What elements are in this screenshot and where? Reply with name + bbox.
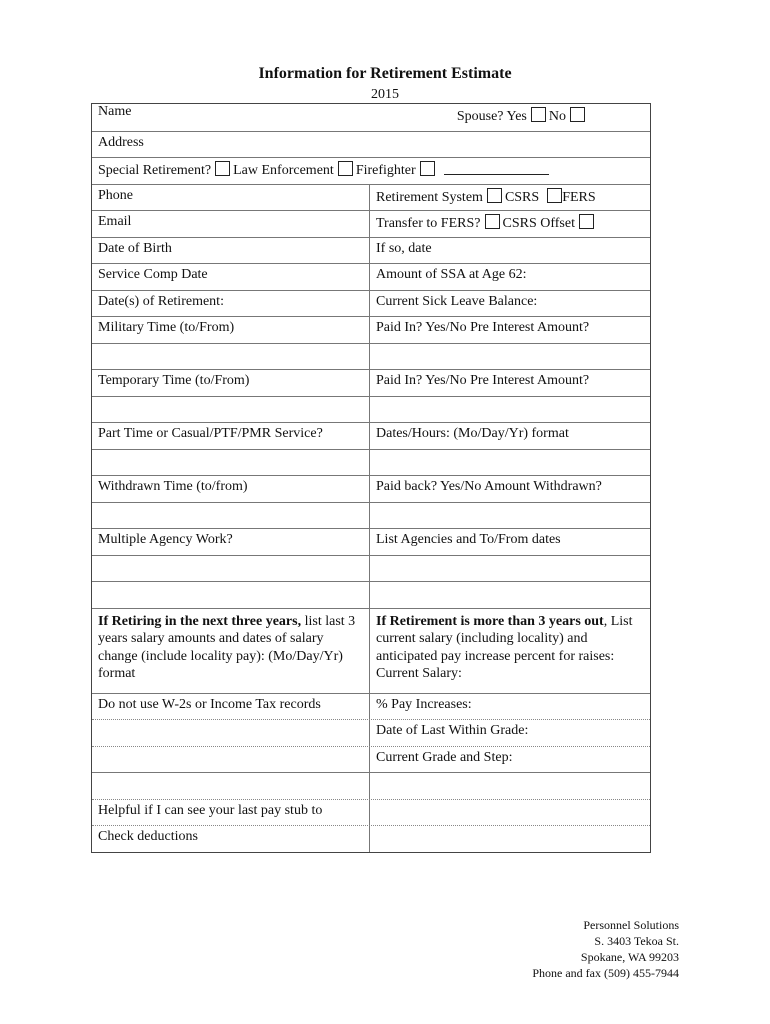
pay-increases-label: % Pay Increases: <box>376 696 472 712</box>
pay-stub-row <box>92 799 650 826</box>
part-time-blank-right[interactable] <box>370 450 650 476</box>
retirement-dates-label: Date(s) of Retirement: <box>92 291 370 317</box>
grade-step-label: Current Grade and Step: <box>376 749 513 765</box>
within-grade-row <box>92 719 650 746</box>
service-comp-row <box>92 263 650 290</box>
address-row <box>92 131 650 158</box>
law-enforcement-checkbox[interactable] <box>338 161 353 176</box>
dob-row <box>92 237 650 264</box>
w2-row <box>92 693 650 720</box>
temporary-blank-row <box>92 396 650 423</box>
email-row <box>92 210 650 237</box>
spouse-label: Spouse? Yes <box>456 109 527 124</box>
special-retirement-row <box>92 157 650 184</box>
csrs-label: CSRS <box>504 189 540 205</box>
agency-blank-right-2[interactable] <box>370 582 650 608</box>
special-retirement-label: Special Retirement? <box>98 163 212 178</box>
w2-note: Do not use W-2s or Income Tax records <box>92 694 370 720</box>
retiring-later-comma: , <box>603 613 608 629</box>
withdrawn-time-label: Withdrawn Time (to/from) <box>92 476 370 502</box>
firefighter-checkbox[interactable] <box>420 161 435 176</box>
salary-blank-right[interactable] <box>370 773 650 799</box>
retirement-form <box>91 103 651 853</box>
part-time-row <box>92 422 650 449</box>
part-time-blank-left[interactable] <box>92 450 370 476</box>
pay-stub-blank-right[interactable] <box>370 800 650 826</box>
sick-leave-label: Current Sick Leave Balance: <box>376 293 538 309</box>
withdrawn-blank-right[interactable] <box>370 503 650 529</box>
military-blank-row <box>92 343 650 370</box>
salary-instructions-row <box>92 608 650 693</box>
transfer-fers-checkbox[interactable] <box>485 214 500 229</box>
retirement-dates-row <box>92 290 650 317</box>
salary-blank-row <box>92 772 650 799</box>
transfer-fers-cell <box>370 211 650 237</box>
pay-stub-note: Helpful if I can see your last pay stub to <box>92 800 370 826</box>
deductions-row <box>92 825 650 852</box>
name-row <box>92 104 650 131</box>
military-blank-left[interactable] <box>92 344 370 370</box>
grade-step-blank-left[interactable] <box>92 747 370 773</box>
form-year: 2015 <box>371 87 399 102</box>
withdrawn-blank-row <box>92 502 650 529</box>
retiring-later-text: List current salary (including locality) and anticipated pay increase percent for raises: Current Salary: <box>376 613 633 681</box>
agency-blank-right-1[interactable] <box>370 556 650 582</box>
withdrawn-blank-left[interactable] <box>92 503 370 529</box>
special-retirement-checkbox[interactable] <box>215 161 230 176</box>
agency-blank-left-1[interactable] <box>92 556 370 582</box>
temporary-paid-in-label: Paid In? Yes/No Pre Interest Amount? <box>376 373 590 388</box>
multiple-agency-label: Multiple Agency Work? <box>92 529 370 555</box>
check-deductions-note: Check deductions <box>92 826 370 852</box>
retiring-later-heading: If Retirement is more than 3 years out <box>376 613 604 629</box>
temporary-blank-left[interactable] <box>92 397 370 423</box>
fers-checkbox[interactable] <box>547 188 562 203</box>
part-time-blank-row <box>92 449 650 476</box>
city-state-zip: Spokane, WA 99203 <box>580 950 679 964</box>
phone-fax: Phone and fax (509) 455-7944 <box>532 966 679 980</box>
fers-label: FERS <box>562 189 596 205</box>
military-time-label: Military Time (to/From) <box>92 317 370 343</box>
other-blank-line[interactable] <box>444 161 549 175</box>
phone-row <box>92 184 650 211</box>
temporary-time-row <box>92 369 650 396</box>
csrs-checkbox[interactable] <box>487 188 502 203</box>
retirement-system-cell <box>370 185 650 211</box>
temporary-blank-right[interactable] <box>370 397 650 423</box>
street-address: S. 3403 Tekoa St. <box>594 934 679 948</box>
email-label: Email <box>92 211 370 237</box>
retiring-soon-heading: If Retiring in the next three years, <box>98 613 302 629</box>
within-grade-label: Date of Last Within Grade: <box>376 723 529 738</box>
military-blank-right[interactable] <box>370 344 650 370</box>
within-grade-blank-left[interactable] <box>92 720 370 746</box>
retiring-later-instructions <box>370 609 650 693</box>
firefighter-label: Firefighter <box>355 163 416 178</box>
form-title: Information for Retirement Estimate <box>258 65 512 82</box>
spouse-group <box>457 107 588 125</box>
retirement-system-label: Retirement System <box>376 189 483 205</box>
transfer-fers-label: Transfer to FERS? <box>376 216 481 231</box>
deductions-blank-right[interactable] <box>370 826 650 852</box>
if-so-date-label: If so, date <box>376 240 432 256</box>
address-label: Address <box>98 134 144 150</box>
phone-label: Phone <box>92 185 370 211</box>
spouse-no-checkbox[interactable] <box>570 107 585 122</box>
temporary-time-label: Temporary Time (to/From) <box>92 370 370 396</box>
company-name: Personnel Solutions <box>583 918 679 932</box>
withdrawn-time-row <box>92 475 650 502</box>
csrs-offset-label: CSRS Offset <box>502 216 575 231</box>
agency-blank-left-2[interactable] <box>92 582 370 608</box>
paid-back-label: Paid back? Yes/No Amount Withdrawn? <box>376 479 602 494</box>
spouse-yes-checkbox[interactable] <box>531 107 546 122</box>
agency-blank-row-2 <box>92 581 650 608</box>
multiple-agency-row <box>92 528 650 555</box>
list-agencies-label: List Agencies and To/From dates <box>376 532 561 547</box>
agency-blank-row-1 <box>92 555 650 582</box>
company-address <box>532 917 679 981</box>
law-enforcement-label: Law Enforcement <box>233 163 334 178</box>
name-label: Name <box>98 104 132 119</box>
part-time-label: Part Time or Casual/PTF/PMR Service? <box>92 423 370 449</box>
csrs-offset-checkbox[interactable] <box>579 214 594 229</box>
military-paid-in-label: Paid In? Yes/No Pre Interest Amount? <box>376 320 590 335</box>
spouse-no-label: No <box>548 109 566 124</box>
dates-hours-label: Dates/Hours: (Mo/Day/Yr) format <box>376 426 569 441</box>
grade-step-row <box>92 746 650 773</box>
salary-blank-left[interactable] <box>92 773 370 799</box>
service-comp-label: Service Comp Date <box>92 264 370 290</box>
ssa-amount-label: Amount of SSA at Age 62: <box>376 267 527 282</box>
retiring-soon-instructions <box>92 609 370 693</box>
retiring-soon-text: list last 3 years salary amounts and dates of salary change (include locality pay): (Mo/Day/Yr) format <box>98 613 356 681</box>
military-time-row <box>92 316 650 343</box>
special-retirement-group <box>92 158 650 182</box>
dob-label: Date of Birth <box>92 238 370 264</box>
